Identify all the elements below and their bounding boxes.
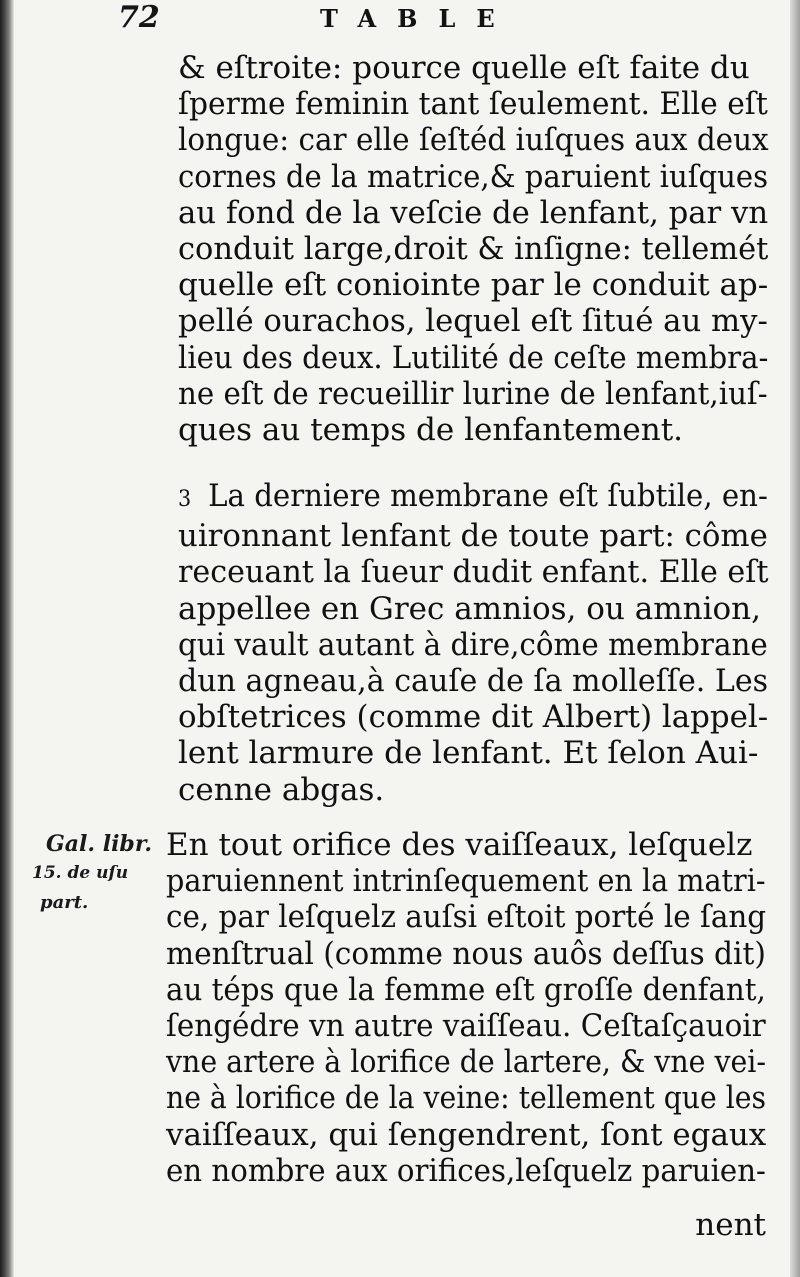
- page-number: 72: [118, 0, 160, 35]
- text-line: cenne abgas.: [178, 771, 385, 808]
- marginal-note: [18, 830, 168, 918]
- text-line: au téps que la femme eſt groſſe denfant,: [166, 971, 766, 1008]
- text-line: vne artere à lorifice de lartere, & vne vei-: [166, 1044, 766, 1081]
- paragraph-number: 3: [178, 487, 192, 512]
- text-line: lieu des deux. Lutilité de ceſte membra-: [178, 339, 769, 376]
- text-line: En tout orifice des vaiſſeaux, leſquelz: [166, 827, 753, 863]
- text-line: cornes de la matrice,& paruient iuſques: [178, 158, 769, 195]
- text-line: & eſtroite: pource quelle eſt faite du: [178, 50, 750, 86]
- running-head: [0, 0, 800, 46]
- text-line: La derniere membrane eſt ſubtile, en-: [208, 478, 768, 514]
- page-edge-shadow: [790, 0, 800, 1277]
- text-line: ſperme feminin tant ſeulement. Elle eſt: [178, 86, 768, 123]
- text-line: vaiſſeaux, qui ſengendrent, ſont egaux: [166, 1116, 767, 1153]
- text-line: au fond de la veſcie de lenfant, par vn: [178, 194, 769, 231]
- paragraph-2-first-line: [178, 478, 768, 518]
- text-line: ne eſt de recueillir lurine de lenfant,iuſ-: [178, 375, 768, 412]
- paragraph-2: [178, 478, 768, 808]
- text-line: menſtrual (comme nous auôs deſſus dit): [166, 935, 766, 972]
- text-line: longue: car elle ſeſtéd iuſques aux deux: [178, 122, 769, 159]
- text-line: en nombre aux orifices,leſquelz paruien-: [166, 1152, 766, 1189]
- text-line: paruiennent intrinſequement en la matri-: [166, 863, 766, 900]
- text-line: quelle eſt coniointe par le conduit ap-: [178, 267, 769, 304]
- catchword: nent: [695, 1207, 766, 1243]
- text-line: obſtetrices (comme dit Albert) lappel-: [178, 699, 769, 736]
- marginal-note-line: 15. de uſu: [32, 863, 129, 883]
- text-line: conduit large,droit & inſigne: tellemét: [178, 231, 769, 268]
- marginal-note-line: part.: [40, 892, 89, 913]
- text-line: qui vault autant à dire,côme membrane: [178, 626, 768, 663]
- text-line: lent larmure de lenfant. Et ſelon Aui-: [178, 735, 759, 772]
- paragraph-1: [178, 50, 768, 448]
- marginal-note-line: Gal. libr.: [46, 831, 153, 857]
- text-line: pellé ourachos, lequel eſt ſitué au my-: [178, 303, 768, 340]
- text-line: uironnant lenfant de toute part: côme: [178, 518, 768, 555]
- paragraph-3: [166, 827, 766, 1189]
- text-line: appellee en Grec amnios, ou amnion,: [178, 590, 761, 627]
- text-line: ce, par leſquelz auſsi eſtoit porté le ſang: [166, 899, 767, 936]
- page-gutter-shadow: [0, 0, 14, 1277]
- text-line: ſengédre vn autre vaiſſeau. Ceſtaſçauoir: [166, 1008, 766, 1045]
- running-title: TABLE: [320, 4, 516, 33]
- text-line: ne à lorifice de la veine: tellement que les: [166, 1080, 767, 1117]
- text-line: receuant la ſueur dudit enfant. Elle eſt: [178, 554, 769, 591]
- text-line: dun agneau,à cauſe de ſa molleſſe. Les: [178, 663, 769, 700]
- text-line: ques au temps de lenfantement.: [178, 412, 684, 449]
